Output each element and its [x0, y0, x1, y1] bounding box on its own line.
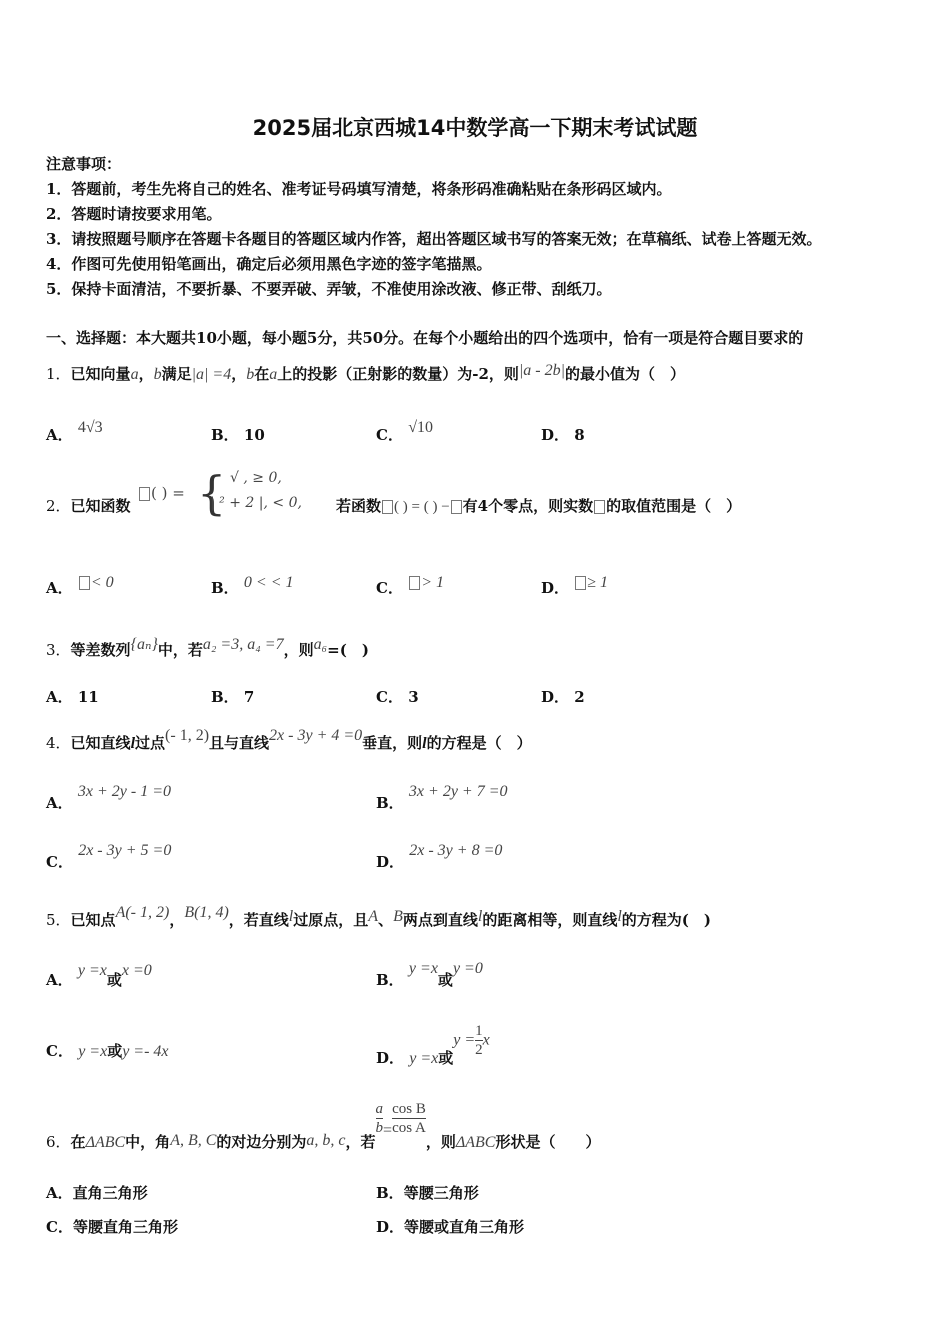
section-heading: 一、选择题：本大题共10小题，每小题5分，共50分。在每个小题给出的四个选项中，恰有一项是符合题目要求的 [46, 329, 804, 347]
math: B(1, 4) [184, 904, 229, 921]
note-item: 2．答题时请按要求用笔。 [46, 205, 222, 223]
fraction [392, 1100, 426, 1137]
math: a₂ =3, a₄ =7 [202, 636, 284, 653]
option-value: 2x - 3y + 5 =0 [78, 842, 172, 859]
option-d[interactable] [541, 686, 585, 707]
missing-glyph-icon [382, 500, 393, 514]
q4-text: 已知直线 [70, 734, 131, 752]
q5-text: 两点到直线 [402, 911, 478, 929]
question-2-rest [336, 495, 741, 516]
q2-text: 若函数 [336, 497, 382, 515]
missing-glyph-icon [594, 500, 605, 514]
denominator: b [375, 1120, 384, 1136]
option-value: 3x + 2y + 7 =0 [408, 783, 508, 800]
q2-text: 的取值范围是（ ） [606, 497, 742, 515]
option-b[interactable] [376, 960, 483, 990]
option-a[interactable] [46, 783, 171, 813]
option-label: A． [46, 426, 73, 444]
option-d[interactable] [376, 1216, 524, 1237]
option-a[interactable] [46, 962, 152, 990]
question-number: 2． [46, 497, 71, 515]
q5-text: 过原点，且 [293, 911, 369, 929]
option-label: C． [376, 579, 403, 597]
function-f [138, 484, 185, 502]
question-4 [46, 727, 532, 753]
math: l [130, 735, 136, 752]
question-5 [46, 904, 711, 930]
option-value: 等腰或直角三角形 [404, 1218, 525, 1236]
option-value: 3x + 2y - 1 =0 [77, 783, 171, 800]
math: |a| =4 [191, 366, 232, 383]
q5-text: 、 [378, 911, 394, 929]
q1-text: 在 [254, 365, 270, 383]
fraction [376, 1100, 384, 1137]
math: ( ) = ( ) − [394, 499, 450, 515]
math: a₆ [313, 636, 328, 653]
math: |a - 2b| [518, 362, 566, 379]
option-a[interactable] [46, 419, 103, 445]
question-2 [46, 495, 131, 516]
option-value: 直角三角形 [72, 1184, 148, 1202]
note-item: 4．作图可先使用铅笔画出，确定后必须用黑色字迹的签字笔描黑。 [46, 255, 492, 273]
question-number: 1． [46, 365, 71, 383]
brace: { [197, 466, 227, 520]
option-b[interactable] [376, 783, 508, 813]
option-label: B． [211, 426, 239, 444]
q4-text: 过点 [135, 734, 166, 752]
missing-glyph-icon [575, 576, 586, 590]
option-label: C． [46, 1042, 73, 1060]
fraction [475, 1022, 483, 1059]
math: b [153, 366, 162, 383]
note-item: 1．答题前，考生先将自己的姓名、准考证号码填写清楚，将条形码准确粘贴在条形码区域内。 [46, 180, 672, 198]
option-value: y =x [409, 1049, 439, 1067]
option-label: B． [376, 1184, 404, 1202]
option-label: B． [376, 971, 404, 989]
option-value: 等腰三角形 [403, 1184, 479, 1202]
option-d[interactable] [541, 424, 585, 445]
option-label: B． [211, 579, 239, 597]
option-value: < 0 [90, 574, 114, 591]
option-value: > 1 [421, 574, 444, 591]
math: a, b, c [306, 1131, 346, 1149]
option-c[interactable] [46, 1216, 178, 1237]
q6-text: 在 [70, 1132, 86, 1151]
option-label: D． [541, 579, 570, 597]
option-b[interactable] [211, 686, 254, 707]
option-label: A． [46, 794, 73, 812]
q5-text: 的方程为( ) [621, 911, 711, 929]
math: l [288, 908, 294, 925]
denominator: 2 [475, 1042, 483, 1058]
question-number: 6． [46, 1132, 71, 1151]
math: ΔABC [85, 1133, 126, 1151]
option-label: D． [541, 426, 570, 444]
option-value: y =x [408, 960, 438, 977]
option-a[interactable] [46, 1182, 148, 1203]
math: A(- 1, 2) [115, 904, 170, 921]
math: ΔABC [455, 1133, 496, 1151]
option-c[interactable] [376, 686, 419, 707]
math: (- 1, 2) [165, 727, 210, 744]
case-2: | ² + 2 |, < 0, [210, 495, 302, 511]
option-label: D． [376, 1048, 405, 1067]
question-number: 4． [46, 734, 71, 752]
q5-text: ， [169, 911, 185, 929]
option-value: 2 [574, 688, 585, 706]
q1-text: ， [138, 365, 154, 383]
option-label: A． [46, 688, 73, 706]
q3-text: ，则 [283, 641, 314, 659]
q2-text: 已知函数 [70, 497, 131, 515]
numerator: a [375, 1101, 384, 1117]
option-label: B． [376, 794, 404, 812]
q5-text: 的距离相等，则直线 [482, 911, 618, 929]
option-value: 等腰直角三角形 [72, 1218, 178, 1236]
option-value: ≥ 1 [587, 574, 609, 591]
math: A [368, 908, 379, 925]
option-label: C． [376, 426, 403, 444]
math: A, B, C [170, 1131, 217, 1149]
option-d[interactable] [376, 1022, 490, 1067]
option-label: A． [46, 1184, 73, 1202]
math: B [393, 908, 403, 925]
math: a [269, 366, 278, 383]
option-value: x [482, 1031, 490, 1049]
q4-text: 的方程是（ ） [426, 734, 532, 752]
option-d[interactable] [376, 842, 503, 872]
math: ( ) = [151, 484, 185, 502]
math: l [422, 735, 427, 752]
option-value: y =x [78, 1043, 108, 1060]
q1-text: 满足 [161, 365, 192, 383]
missing-glyph-icon [79, 576, 90, 590]
option-value: 3 [408, 688, 419, 706]
option-value: 7 [243, 688, 255, 706]
question-6 [46, 1100, 601, 1151]
q2-text: 有4个零点，则实数 [462, 497, 594, 515]
or-text: 或 [437, 971, 453, 989]
q3-text: =( ) [327, 641, 369, 659]
option-label: C． [46, 853, 73, 871]
math: 2x - 3y + 4 =0 [269, 727, 363, 744]
q1-text: 的最小值为（ ） [565, 365, 686, 383]
option-label: D． [376, 1218, 405, 1236]
q5-text: ，若直线 [228, 911, 289, 929]
missing-glyph-icon [451, 500, 462, 514]
option-value: y = [453, 1031, 476, 1049]
math: a [130, 366, 139, 383]
q4-text: 且与直线 [209, 734, 270, 752]
option-value: 0 < < 1 [243, 574, 294, 591]
option-label: B． [211, 688, 239, 706]
option-label: D． [376, 853, 405, 871]
q3-text: 等差数列 [70, 641, 131, 659]
q4-text: 垂直，则 [362, 734, 423, 752]
option-label: C． [376, 688, 403, 706]
note-item: 3．请按照题号顺序在答题卡各题目的答题区域内作答，超出答题区域书写的答案无效；在草稿纸、试卷上答题无效。 [46, 230, 822, 248]
missing-glyph-icon [409, 576, 420, 590]
q6-text: ，若 [345, 1132, 376, 1151]
option-value: 2x - 3y + 8 =0 [409, 842, 503, 859]
option-c[interactable] [46, 1040, 169, 1061]
option-value: 8 [574, 426, 585, 444]
option-value: x =0 [121, 962, 152, 979]
option-value: 11 [77, 688, 99, 706]
option-value: 4√3 [77, 419, 103, 436]
question-number: 3． [46, 641, 71, 659]
missing-glyph-icon [139, 487, 150, 501]
math: = [383, 1121, 393, 1139]
math: l [617, 908, 622, 925]
q1-text: ， [231, 365, 247, 383]
question-1 [46, 363, 685, 384]
option-b[interactable] [211, 424, 265, 445]
option-value: y =x [77, 962, 107, 979]
note-item: 5．保持卡面清洁，不要折暴、不要弄破、弄皱，不准使用涂改液、修正带、刮纸刀。 [46, 280, 612, 298]
option-d[interactable] [541, 574, 609, 598]
q1-text: 已知向量 [70, 365, 131, 383]
question-number: 5． [46, 911, 71, 929]
option-c[interactable] [46, 842, 172, 872]
q1-text: 上的投影（正射影的数量）为-2，则 [277, 365, 519, 383]
case-1: √ , ≥ 0, [230, 470, 282, 486]
denominator: cos A [392, 1120, 426, 1136]
notes-heading: 注意事项： [46, 155, 122, 173]
option-label: D． [541, 688, 570, 706]
option-label: A． [46, 579, 73, 597]
q6-text: 形状是（ ） [495, 1132, 601, 1151]
option-label: C． [46, 1218, 73, 1236]
or-text: 或 [107, 1042, 123, 1060]
q6-text: 中，角 [125, 1132, 171, 1151]
option-value: y =0 [452, 960, 483, 977]
math: b [246, 366, 255, 383]
q5-text: 已知点 [70, 911, 116, 929]
option-value: 10 [243, 426, 265, 444]
option-c[interactable] [376, 419, 433, 445]
q6-text: 的对边分别为 [216, 1132, 307, 1151]
question-3 [46, 636, 369, 660]
or-text: 或 [438, 1048, 454, 1067]
option-value: y =- 4x [122, 1043, 169, 1060]
page-title: 2025届北京西城14中数学高一下期末考试试题 [252, 116, 698, 140]
option-a[interactable] [46, 574, 114, 598]
math: {aₙ} [130, 636, 158, 653]
numerator: 1 [475, 1023, 483, 1039]
numerator: cos B [392, 1101, 426, 1117]
option-b[interactable] [211, 574, 294, 598]
option-value: √10 [408, 419, 433, 436]
option-c[interactable] [376, 574, 444, 598]
math: l [477, 908, 483, 925]
q3-text: 中，若 [157, 641, 203, 659]
option-label: A． [46, 971, 73, 989]
option-b[interactable] [376, 1182, 479, 1203]
or-text: 或 [106, 971, 122, 989]
option-a[interactable] [46, 686, 99, 707]
q6-text: ，则 [425, 1132, 456, 1151]
